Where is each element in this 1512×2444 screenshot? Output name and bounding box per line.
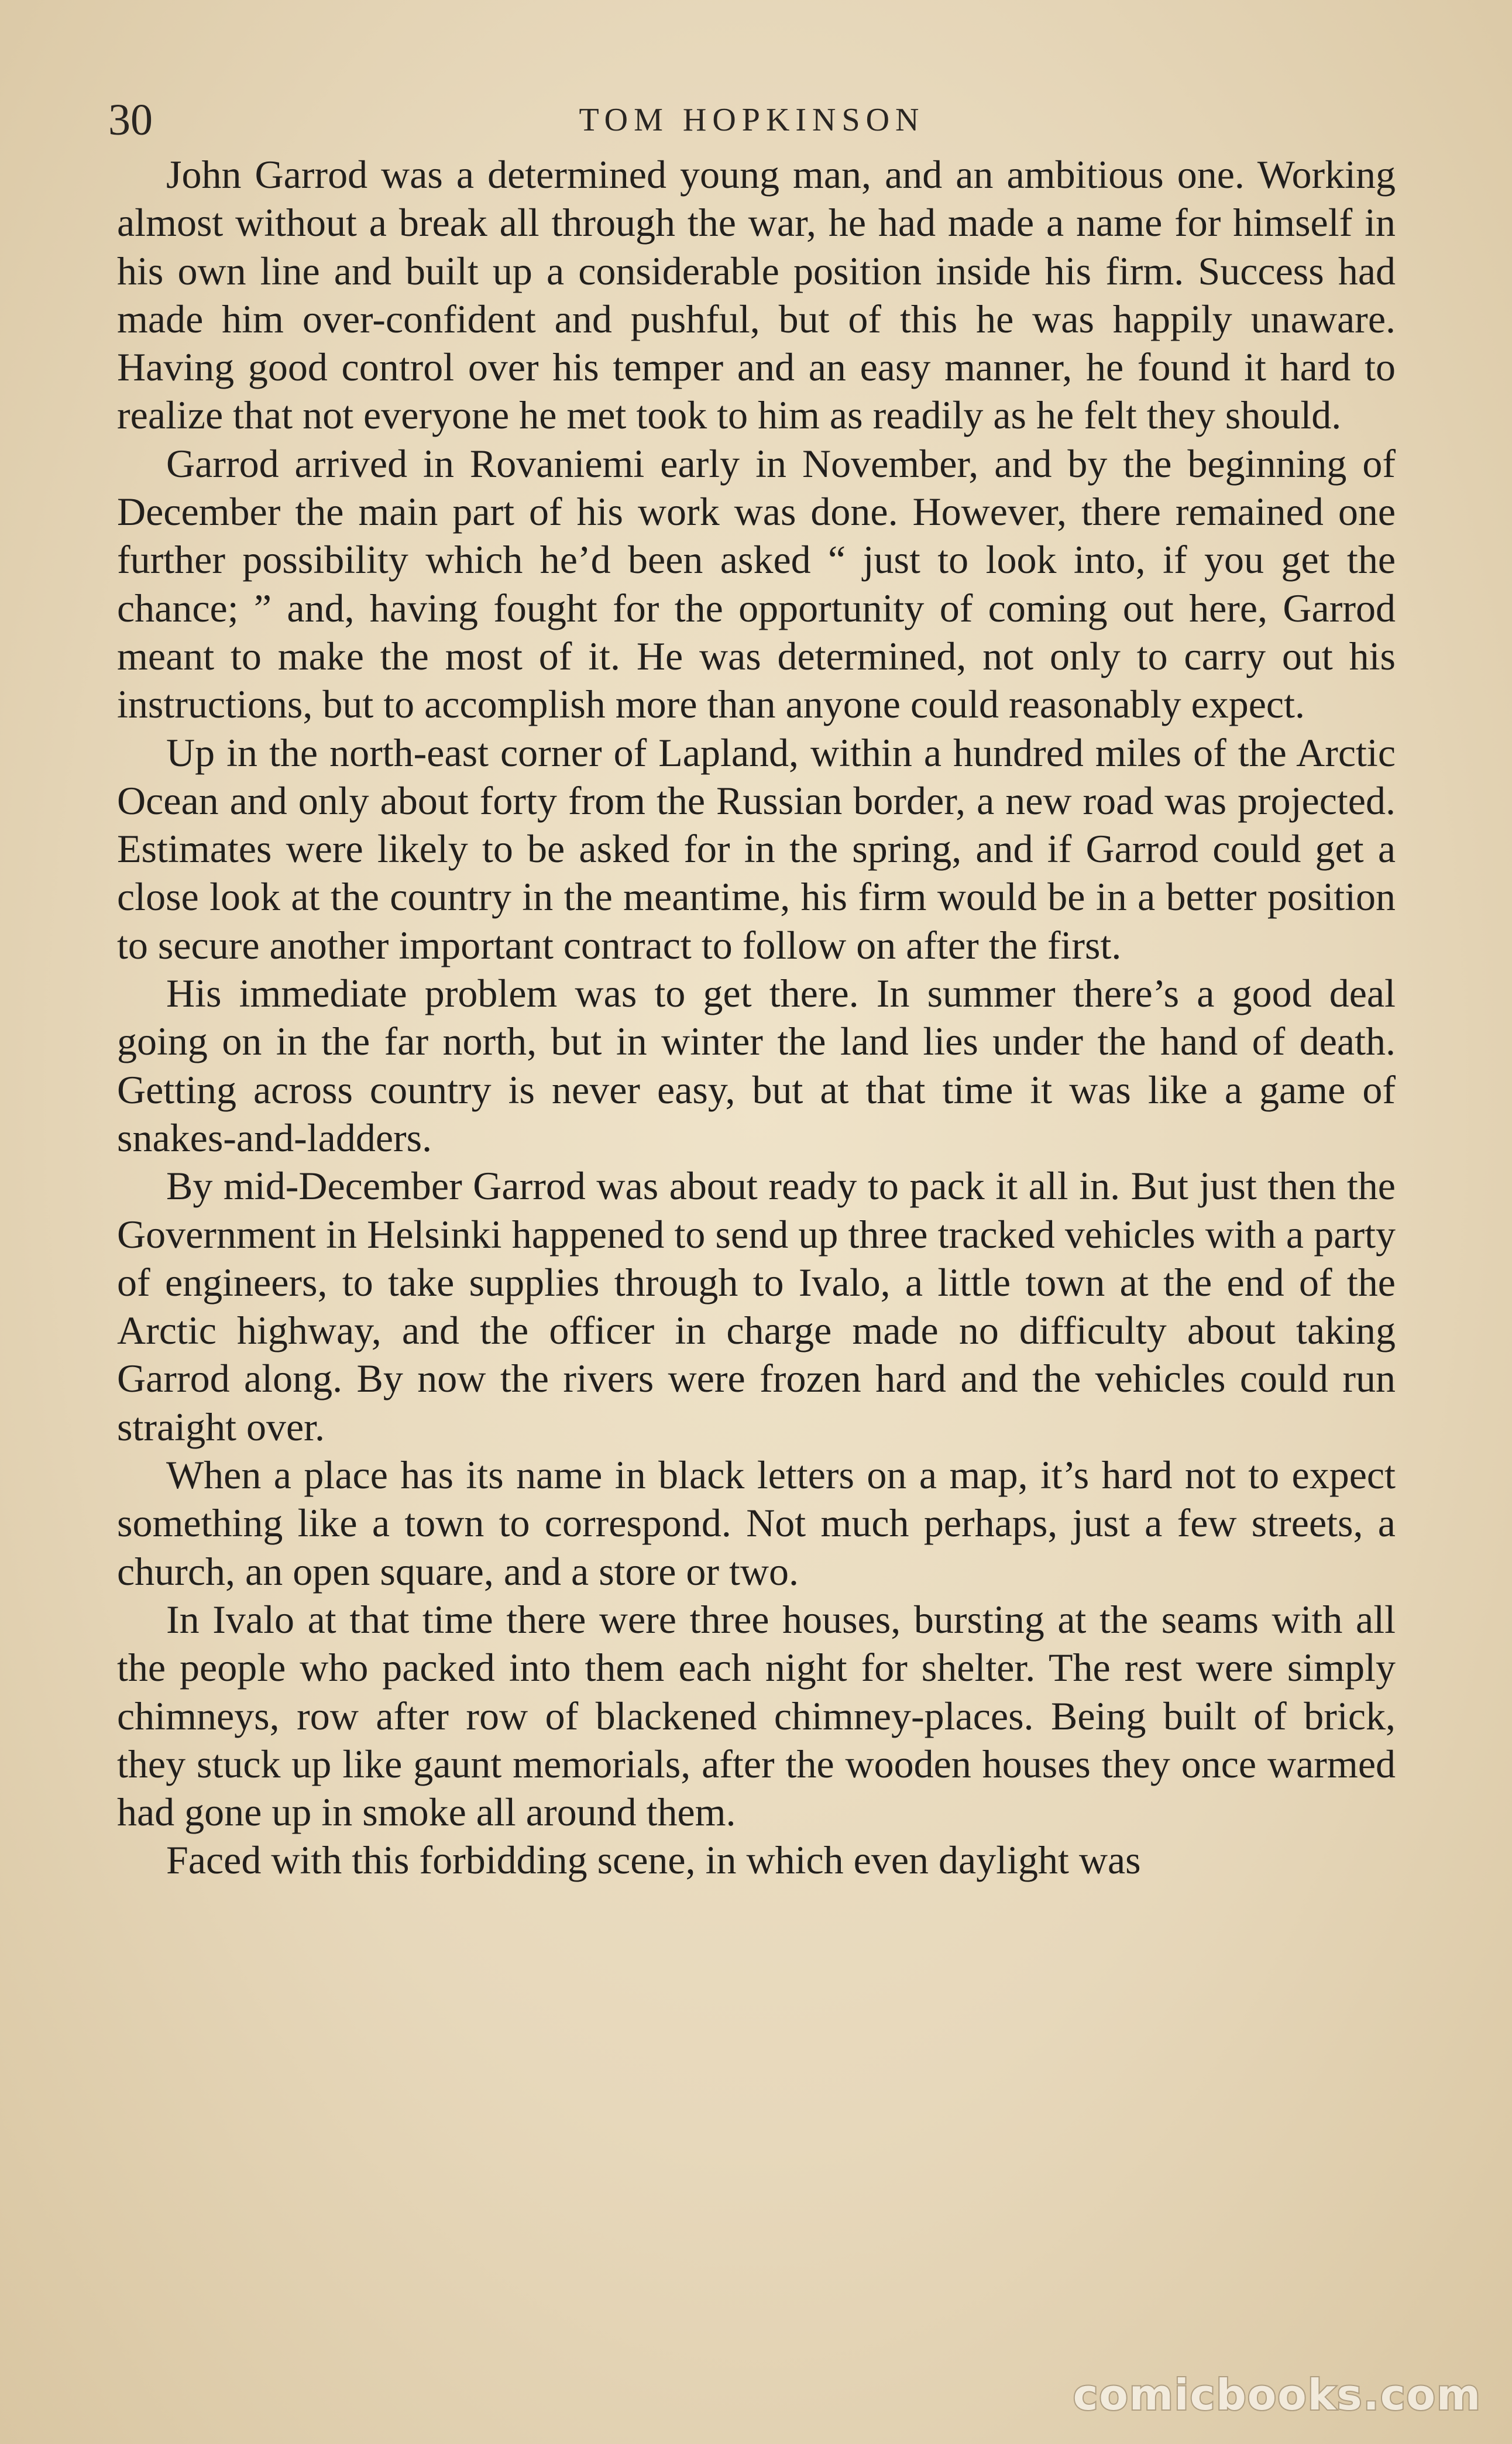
paragraph: John Garrod was a determined young man, and an ambitious one. Working almost without a break all through the war, he had made a name for himself in his own line and built up a considerable position inside his firm. Success had made him over-confident and pushful, but of this he was happily unaware. Having good control over his temper and an easy manner, he found it hard to realize that not everyone he met took to him as readily as he felt they should. [117, 152, 1396, 438]
paragraph: In Ivalo at that time there were three houses, bursting at the seams with all the people who packed into them each night for shelter. The rest were simply chimneys, row after row of blackened chimney-places. Being built of brick, they stuck up like gaunt memorials, after the wooden houses they once warmed had gone up in smoke all around them. [117, 1597, 1396, 1835]
paragraph: Garrod arrived in Rovaniemi early in November, and by the beginning of December the main part of his work was done. However, there remained one further possibility which he’d been asked “ just to look into, if you get the chance; ” and, having fought for the opportunity of coming out here, Garrod meant to make the most of it. He was determined, not only to carry out his instructions, but to accomplish more than anyone could reasonably expect. [117, 441, 1396, 727]
paragraph: Faced with this forbidding scene, in which even daylight was [166, 1838, 1141, 1883]
body-text [117, 150, 1396, 1885]
watermark: comicbooks.com [1073, 2370, 1482, 2419]
running-head: TOM HOPKINSON [579, 102, 925, 138]
page-number: 30 [108, 95, 153, 145]
paragraph: Up in the north-east corner of Lapland, within a hundred miles of the Arctic Ocean and only about forty from the Russian border, a new road was projected. Estimates were likely to be asked for in the spring, and if Garrod could get a close look at the country in the meantime, his firm would be in a better position to secure another important contract to follow on after the first. [117, 730, 1396, 967]
paragraph: By mid-December Garrod was about ready to pack it all in. But just then the Government in Helsinki happened to send up three tracked vehicles with a party of engineers, to take supplies through to Ivalo, a little town at the end of the Arctic highway, and the officer in charge made no difficulty about taking Garrod along. By now the rivers were frozen hard and the vehicles could run straight over. [117, 1163, 1396, 1449]
page-header [108, 88, 1396, 152]
paragraph: His immediate problem was to get there. In summer there’s a good deal going on in the far north, but in winter the land lies under the hand of death. Getting across country is never easy, but at that time it was like a game of snakes-and-ladders. [117, 971, 1396, 1160]
paragraph: When a place has its name in black letters on a map, it’s hard not to expect something like a town to correspond. Not much perhaps, just a few streets, a church, an open square, and a store or two. [117, 1453, 1396, 1594]
